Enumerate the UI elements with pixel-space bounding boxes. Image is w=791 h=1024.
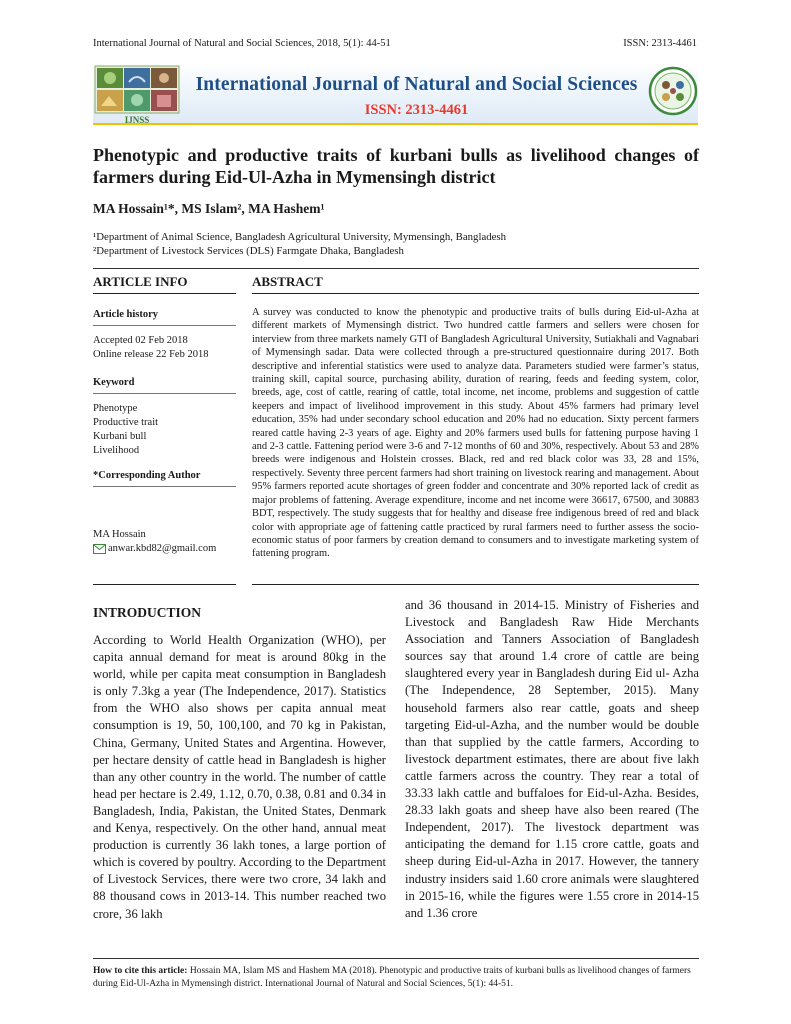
article-history-label: Article history (93, 309, 159, 320)
corresponding-author-name: MA Hossain (93, 529, 146, 540)
online-release-date: Online release 22 Feb 2018 (93, 349, 209, 360)
keyword-item: Kurbani bull (93, 431, 147, 442)
introduction-right-column: and 36 thousand in 2014-15. Ministry of Fisheries and Livestock and Bangladesh Raw Hide Merchants Association and Tanners Association of Bangladesh sources say that around 1.4 crore of cattle are being slaughtered every year in Bangladesh during Eid ul- Azha (The Independence, 28 September, 2015). Many household farmers also rear cattle, goats and sheep targeting Eid-ul-Azha, and the number would be double than that supplied by the cattle farmers, According to livestock department estimates, there are about five lakh cattle farmers across the country. They rear a total of 33.33 lakh cattle and buffaloes for Eid-ul-Azha. Besides, 28.33 lakh goats and sheep have also been reared (The Independent, 2017). The livestock department was anticipating the demand for 1.15 crore cattle, goats and sheep during Eid-ul-Azha in 2017. However, the tannery industry insiders said 1.60 crore animals were slaughtered in 2015-16, while the figures were 1.55 crore in 2014-15 and 1.36 crore (405, 598, 699, 920)
top-rule (93, 268, 699, 269)
citation-block (93, 965, 703, 990)
accepted-date: Accepted 02 Feb 2018 (93, 335, 188, 346)
journal-logo-left (93, 64, 181, 126)
email-icon (93, 544, 106, 554)
footer-rule (93, 958, 699, 959)
article-info-heading: ARTICLE INFO (93, 274, 188, 289)
citation-label: How to cite this article: (93, 966, 188, 976)
journal-name: International Journal of Natural and Social Sciences (195, 74, 638, 95)
citation-text: Hossain MA, Islam MS and Hashem MA (2018). Phenotypic and productive traits of kurbani bulls as livelihood changes of farmers during Eid-Ul-Azha in Mymensingh district. International Journal of Natural and Social Sciences, 5(1): 44-51. (93, 966, 691, 989)
affiliation-1: ¹Department of Animal Science, Bangladesh Agricultural University, Mymensingh, Bangladesh (93, 231, 507, 243)
history-divider (93, 325, 236, 326)
corresponding-email-row (93, 542, 216, 556)
article-info-rule (93, 293, 236, 294)
keyword-item: Phenotype (93, 403, 138, 414)
keyword-label: Keyword (93, 377, 135, 388)
journal-issn: ISSN: 2313-4461 (364, 102, 469, 118)
corresponding-email[interactable]: anwar.kbd82@gmail.com (108, 543, 217, 554)
article-authors: MA Hossain¹*, MS Islam², MA Hashem¹ (93, 201, 325, 216)
article-info-bottom-rule (93, 584, 236, 585)
keyword-item: Productive trait (93, 417, 159, 428)
journal-logo-right (648, 66, 698, 116)
introduction-heading: INTRODUCTION (93, 605, 202, 620)
running-head-citation: International Journal of Natural and Social Sciences, 2018, 5(1): 44-51 (93, 38, 391, 49)
abstract-bottom-rule (252, 584, 699, 585)
article-title: Phenotypic and productive traits of kurbani bulls as livelihood changes of farmers during Eid-Ul-Azha in Mymensingh district (93, 145, 699, 187)
abstract-rule (252, 293, 699, 294)
abstract-text: A survey was conducted to know the phenotypic and productive traits of bulls during Eid-ul-Azha at different markets of Mymensingh district. Two hundred cattle farmers and sellers were chosen for interview from three markets namely GTI of Bangladesh Agricultural University, Sutiakhali and Vagnabari of Mymensingh sadar. Data were collected through a pre-structured questionnaire during 2017. Both descriptive and inferential statistics were used to analyze data. Parameters studied were farmer’s status, training skill, capital source, purchasing ability, duration of rearing, feeds and feeding system, color, breeds, age, cost of cattle, rearing of cattle, total income, net income, problems and suggestion of cattle keepers and impact of livelihood improvement in this study. About 45% farmers had primary level education, 35% had under secondary school education and 20% had no education. Sixty percent farmers reared cattle having 2-3 years of age. Eighty and 20% farmers used bulls for fattening purpose having 1 and 2-3 cattle. Fattening period were 3-6 and 7-12 months of 60 and 30%, respectively. About 53 and 28% breeds were indigenous and Holstein crosses. Black, red and red black color was 33, 28 and 15%, respectively. Seventy three percent farmers had short training on livestock rearing and management. About 95% farmers reported acute shortages of green fodder and concentrate and 30% reported lack of credit as major problems of fattening. Average expenditure, income and net income were 36617, 67500, and 30883 BDT, respectively. The study suggests that for healthy and disease free indigenous breed of red and black color with appropriate age of fattening cattle practiced by rural farmers need to further assess the socio-economic status of poor farmers by creation demand to consumers and to investigate marketing system of fattening program. (252, 307, 699, 560)
running-head (93, 38, 697, 49)
introduction-left-column: According to World Health Organization (WHO), per capita annual demand for meat is around 80kg in the world, while per capita meat consumption in Bangladesh is only 7.3kg a year (The Independence, 2017). Statistics from the WHO also shows per capita annual meat consumption is 19, 50, 100,100, and 70 kg in Pakistan, China, Germany, United States and Argentina. However, per hectare density of cattle head in Bangladesh is higher than any other country in the world. The number of cattle head per hectare is 2.49, 1.12, 0.70, 0.38, 0.81 and 0.34 in Bangladesh, India, Pakistan, the United States, Denmark and Kenya, respectively. On the other hand, annual meat production is currently 36 lakh tones, a large portion of which is covered by poultry. According to the Department of Livestock Services, there were two crore, 34 lakh and 88 thousand cows in 2013-14. This number reached two crore, 36 lakh (93, 633, 386, 921)
running-head-issn: ISSN: 2313-4461 (623, 38, 697, 49)
affiliation-2: ²Department of Livestock Services (DLS) Farmgate Dhaka, Bangladesh (93, 245, 404, 257)
abstract-heading: ABSTRACT (252, 274, 323, 289)
logo-text: IJNSS (124, 115, 150, 125)
corresponding-author-label: *Corresponding Author (93, 470, 201, 481)
keyword-divider (93, 393, 236, 394)
keyword-item: Livelihood (93, 445, 140, 456)
corresponding-divider (93, 486, 236, 487)
